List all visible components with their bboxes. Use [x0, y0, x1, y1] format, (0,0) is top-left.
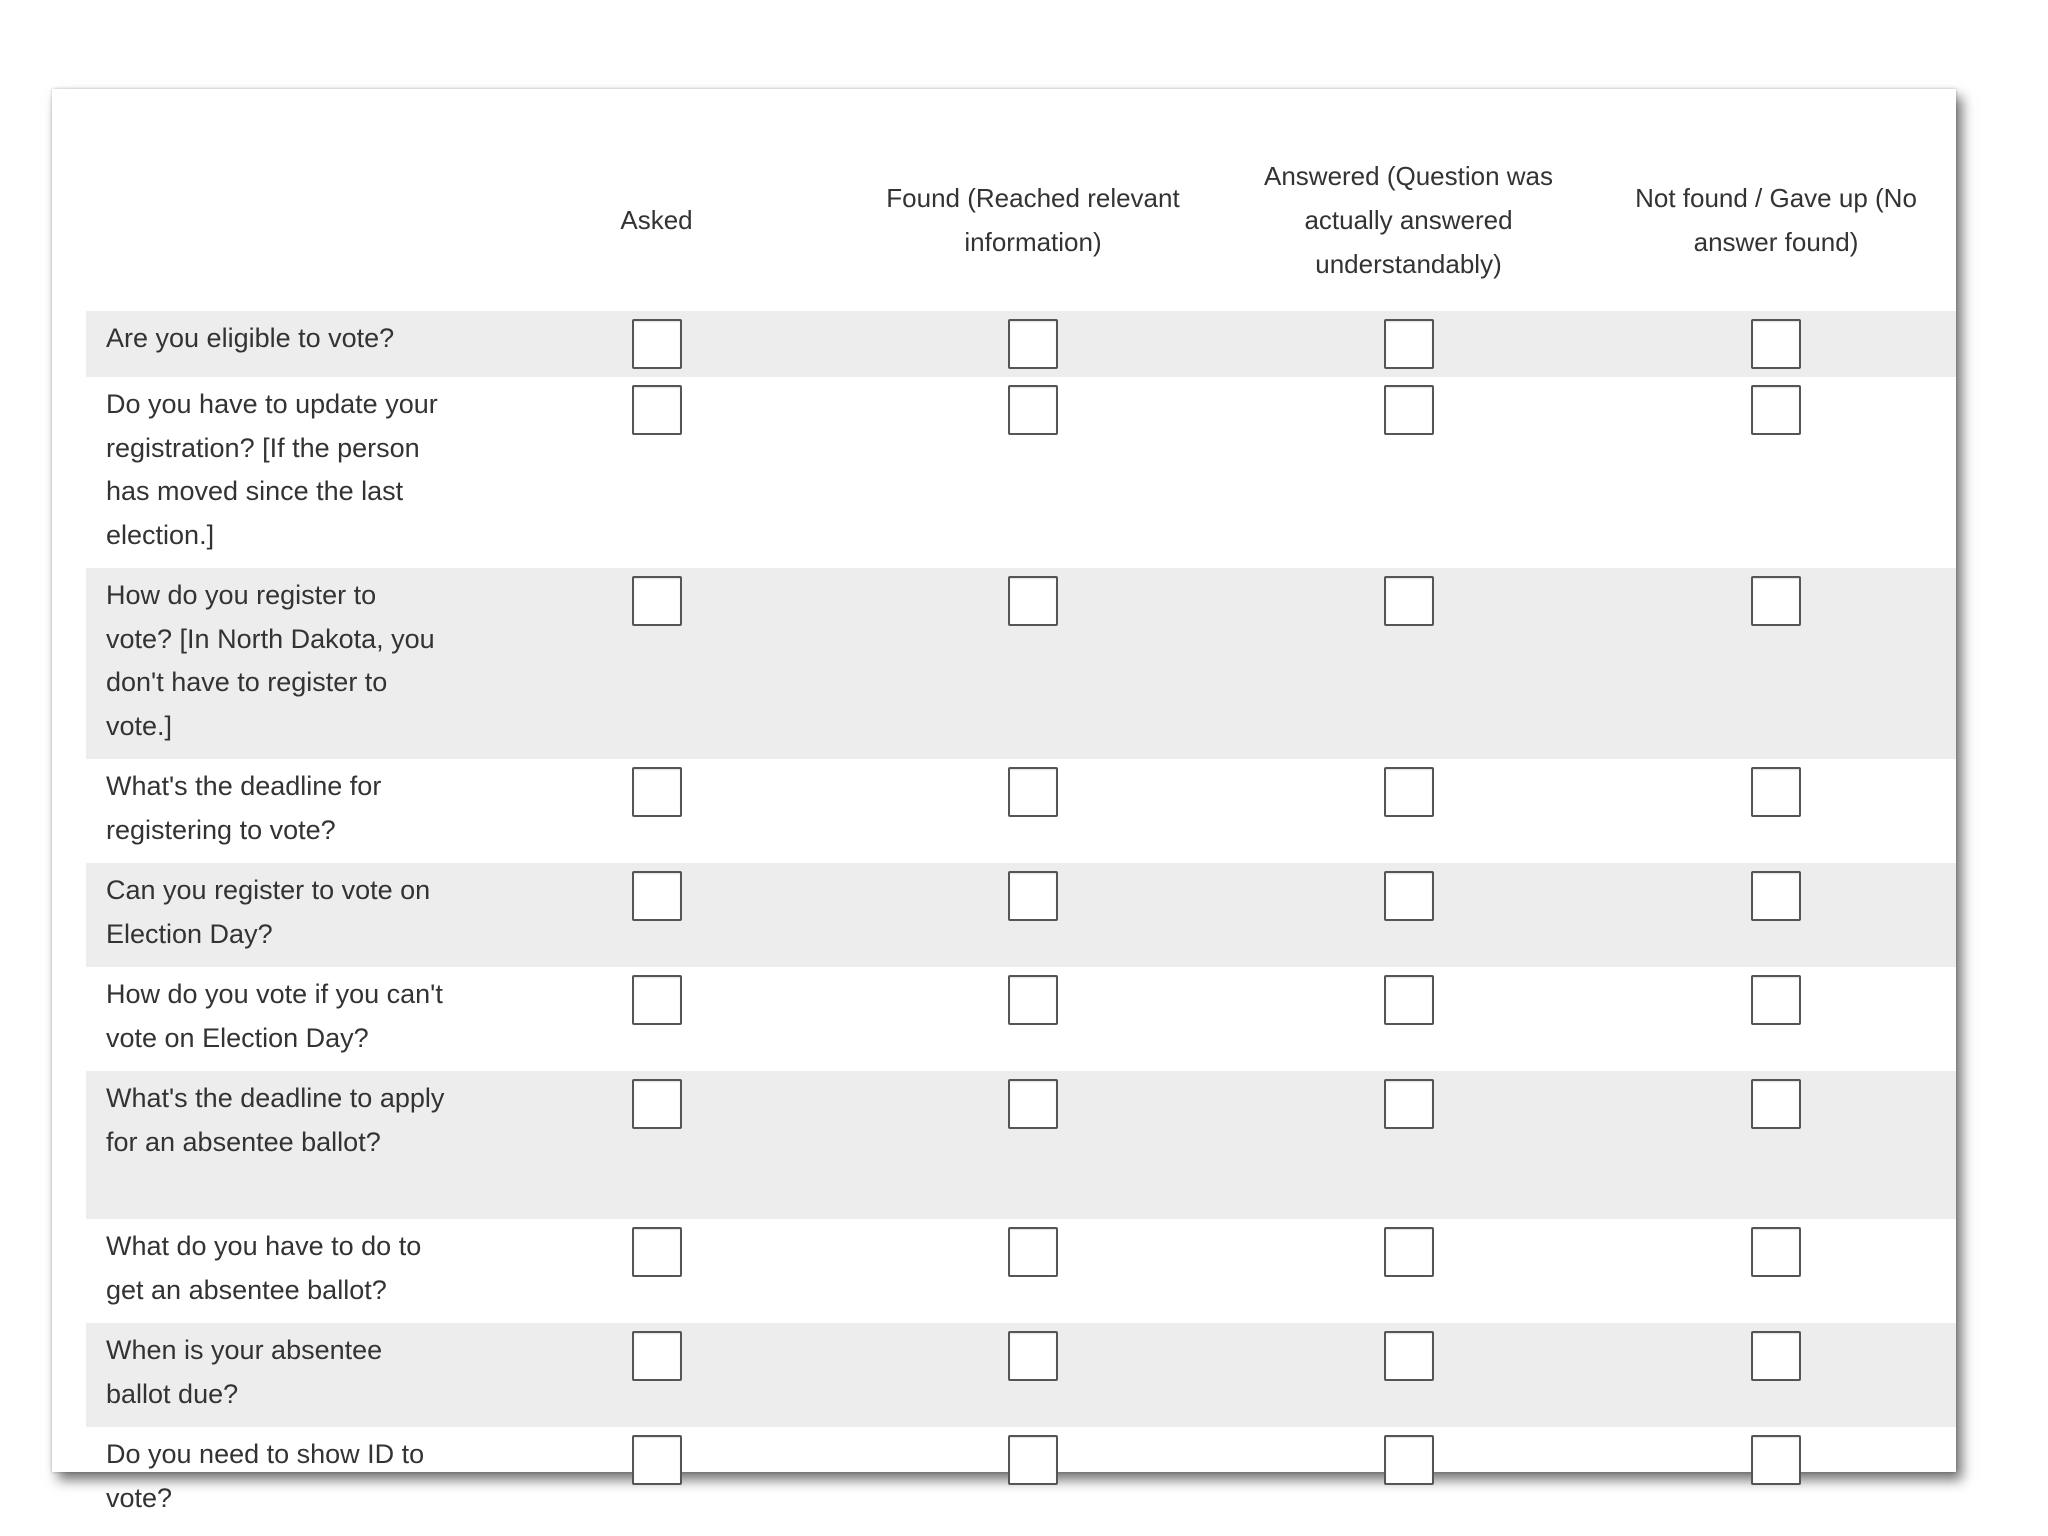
question-row — [86, 311, 1956, 377]
question-label: What's the deadline for registering to vote? — [106, 771, 382, 845]
question-label: What's the deadline to apply for an absentee ballot? — [86, 1071, 468, 1219]
not-found-checkbox[interactable] — [1751, 385, 1801, 435]
asked-checkbox[interactable] — [632, 767, 682, 817]
not-found-checkbox[interactable] — [1751, 767, 1801, 817]
not-found-checkbox[interactable] — [1751, 1331, 1801, 1381]
not-found-checkbox[interactable] — [1751, 1435, 1801, 1485]
not-found-checkbox[interactable] — [1751, 1227, 1801, 1277]
asked-checkbox[interactable] — [632, 385, 682, 435]
not-found-checkbox[interactable] — [1751, 319, 1801, 369]
question-row — [86, 377, 1956, 568]
found-checkbox[interactable] — [1008, 576, 1058, 626]
asked-checkbox[interactable] — [632, 1079, 682, 1129]
not-found-checkbox[interactable] — [1751, 871, 1801, 921]
question-label: How do you vote if you can't vote on Election Day? — [106, 979, 443, 1053]
answered-checkbox[interactable] — [1384, 1227, 1434, 1277]
question-label: Are you eligible to vote? — [86, 311, 468, 377]
column-header-asked: Asked — [620, 205, 693, 235]
question-row — [86, 863, 1956, 967]
header-corner — [86, 129, 468, 311]
answered-checkbox[interactable] — [1384, 767, 1434, 817]
question-row — [86, 759, 1956, 863]
found-checkbox[interactable] — [1008, 385, 1058, 435]
question-label: What do you have to do to get an absentee ballot? — [106, 1231, 422, 1305]
column-header-not-found: Not found / Gave up (No answer found) — [1635, 183, 1917, 257]
question-row — [86, 1071, 1956, 1219]
asked-checkbox[interactable] — [632, 871, 682, 921]
answered-checkbox[interactable] — [1384, 385, 1434, 435]
answered-checkbox[interactable] — [1384, 576, 1434, 626]
found-checkbox[interactable] — [1008, 1227, 1058, 1277]
survey-card — [52, 89, 1956, 1513]
question-matrix — [86, 129, 1956, 1531]
found-checkbox[interactable] — [1008, 975, 1058, 1025]
question-row — [86, 1219, 1956, 1323]
found-checkbox[interactable] — [1008, 1079, 1058, 1129]
answered-checkbox[interactable] — [1384, 871, 1434, 921]
asked-checkbox[interactable] — [632, 975, 682, 1025]
asked-checkbox[interactable] — [632, 1435, 682, 1485]
column-header-answered: Answered (Question was actually answered understandably) — [1263, 161, 1554, 279]
found-checkbox[interactable] — [1008, 1331, 1058, 1381]
question-row — [86, 1323, 1956, 1427]
answered-checkbox[interactable] — [1384, 1331, 1434, 1381]
asked-checkbox[interactable] — [632, 1227, 682, 1277]
answered-checkbox[interactable] — [1384, 1079, 1434, 1129]
question-row — [86, 568, 1956, 759]
question-row — [86, 967, 1956, 1071]
not-found-checkbox[interactable] — [1751, 576, 1801, 626]
question-row — [86, 1427, 1956, 1531]
asked-checkbox[interactable] — [632, 319, 682, 369]
header-row — [86, 129, 1956, 311]
question-label: Can you register to vote on Election Day? — [86, 863, 468, 967]
found-checkbox[interactable] — [1008, 1435, 1058, 1485]
found-checkbox[interactable] — [1008, 767, 1058, 817]
answered-checkbox[interactable] — [1384, 319, 1434, 369]
asked-checkbox[interactable] — [632, 576, 682, 626]
question-label: How do you register to vote? [In North Dakota, you don't have to register to vote.] — [86, 568, 468, 759]
question-label: Do you need to show ID to vote? — [106, 1439, 425, 1513]
found-checkbox[interactable] — [1008, 319, 1058, 369]
found-checkbox[interactable] — [1008, 871, 1058, 921]
asked-checkbox[interactable] — [632, 1331, 682, 1381]
answered-checkbox[interactable] — [1384, 1435, 1434, 1485]
answered-checkbox[interactable] — [1384, 975, 1434, 1025]
column-header-found: Found (Reached relevant information) — [886, 183, 1180, 257]
not-found-checkbox[interactable] — [1751, 1079, 1801, 1129]
question-label: When is your absentee ballot due? — [86, 1323, 468, 1427]
question-label: Do you have to update your registration? [If the person has moved since the last election.] — [106, 389, 438, 550]
not-found-checkbox[interactable] — [1751, 975, 1801, 1025]
question-rows — [86, 311, 1956, 1531]
